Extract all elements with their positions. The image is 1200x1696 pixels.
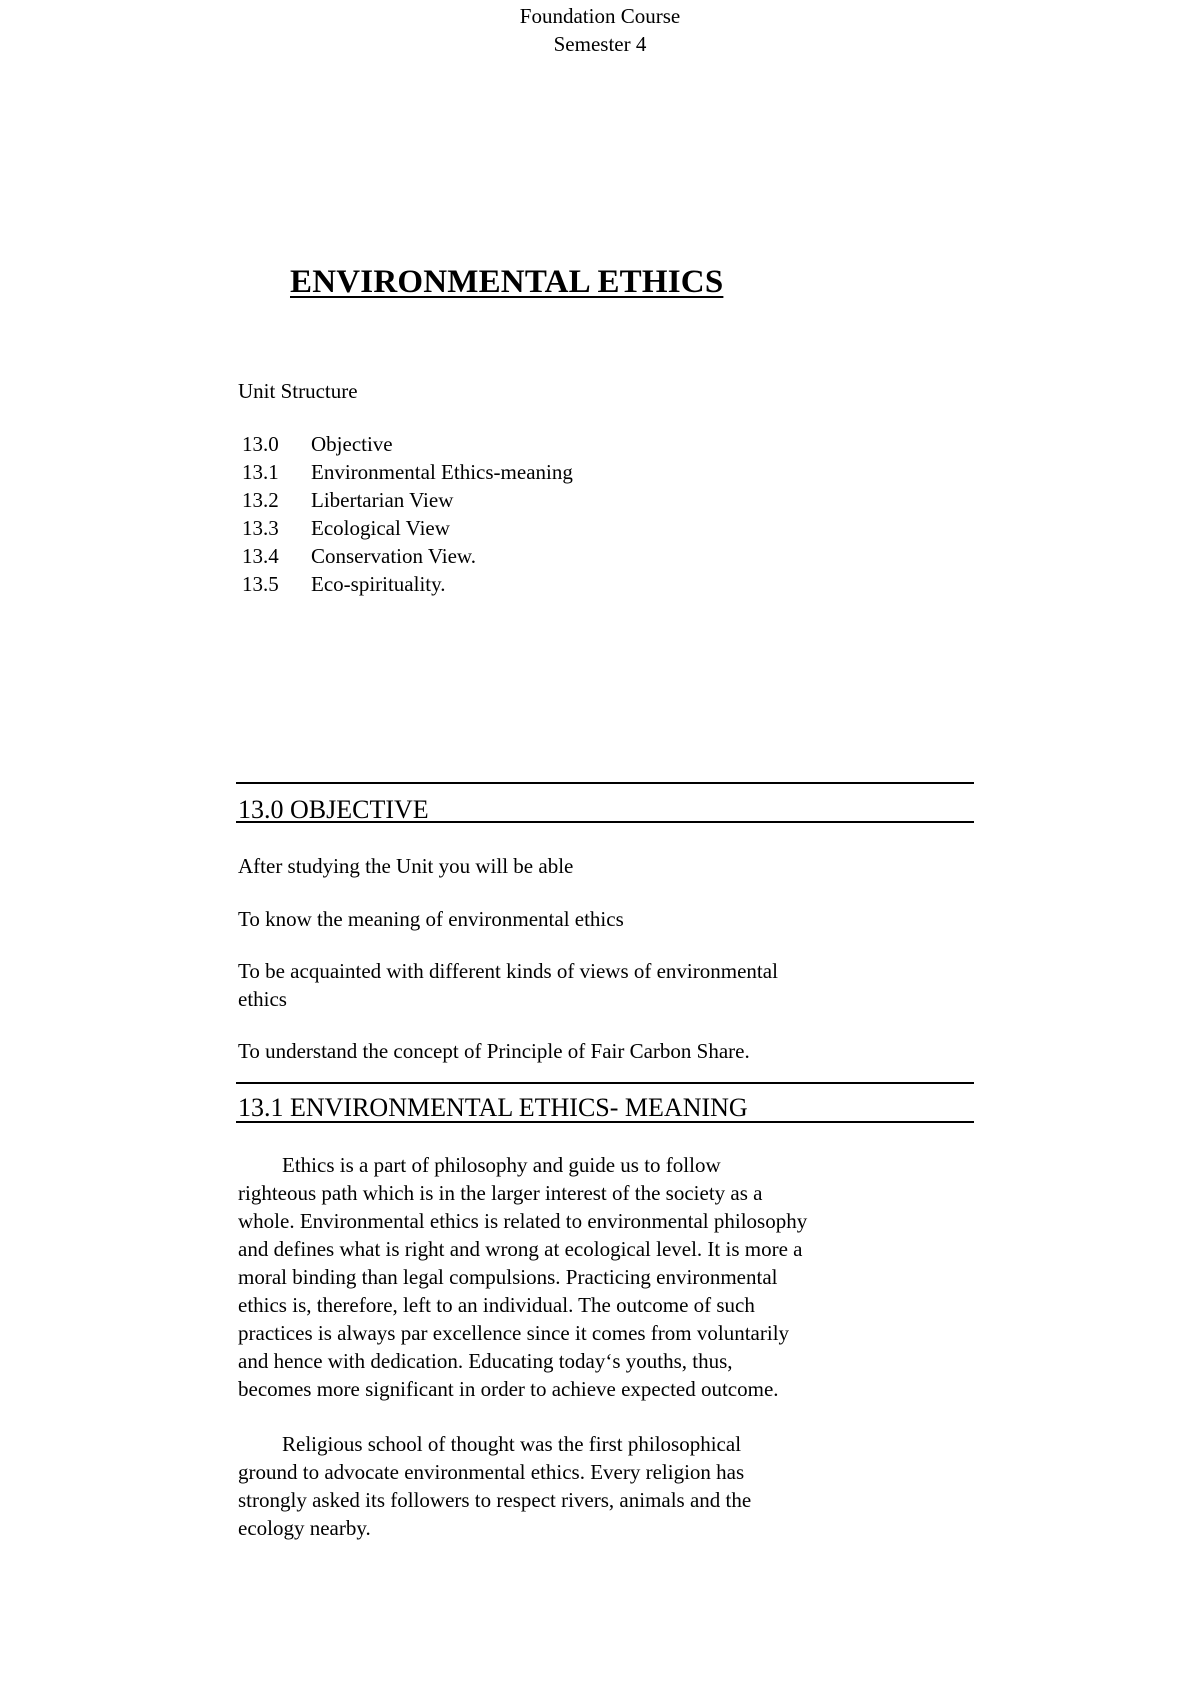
section-rule-top xyxy=(236,1082,974,1084)
objective-point xyxy=(238,1037,918,1065)
paragraph-line: ethics is, therefore, left to an individual. The outcome of such xyxy=(238,1293,755,1317)
paragraph-line: ecology nearby. xyxy=(238,1516,371,1540)
objective-intro: After studying the Unit you will be able xyxy=(238,854,574,878)
objective-point xyxy=(238,905,918,933)
paragraph-line: and hence with dedication. Educating today‘s youths, thus, xyxy=(238,1349,733,1373)
toc-item-label: Eco-spirituality. xyxy=(311,572,446,596)
section-rule-bottom xyxy=(236,821,974,823)
paragraph-line: ground to advocate environmental ethics. Every religion has xyxy=(238,1460,745,1484)
paragraph-line: Ethics is a part of philosophy and guide us to follow xyxy=(282,1153,721,1177)
toc-item-label: Environmental Ethics-meaning xyxy=(311,460,573,484)
toc-item-number: 13.0 xyxy=(242,432,279,456)
toc-item-number: 13.3 xyxy=(242,516,279,540)
toc-item-label: Ecological View xyxy=(311,516,450,540)
toc-item-number: 13.2 xyxy=(242,488,279,512)
unit-title: ENVIRONMENTAL ETHICS xyxy=(290,264,724,300)
paragraph-line: righteous path which is in the larger interest of the society as a xyxy=(238,1181,763,1205)
paragraph-line: becomes more significant in order to achieve expected outcome. xyxy=(238,1377,779,1401)
objective-point-line: To know the meaning of environmental ethics xyxy=(238,907,624,931)
paragraph-line: moral binding than legal compulsions. Practicing environmental xyxy=(238,1265,778,1289)
meaning-paragraph xyxy=(238,1151,918,1403)
objective-heading: 13.0 OBJECTIVE xyxy=(238,795,429,824)
semester-label: Semester 4 xyxy=(553,32,647,56)
toc-item-label: Conservation View. xyxy=(311,544,476,568)
objective-point xyxy=(238,957,918,1013)
paragraph-line: strongly asked its followers to respect rivers, animals and the xyxy=(238,1488,752,1512)
meaning-paragraph xyxy=(238,1430,918,1542)
toc-item-number: 13.4 xyxy=(242,544,279,568)
toc-item-number: 13.5 xyxy=(242,572,279,596)
unit-structure-label: Unit Structure xyxy=(238,379,358,403)
meaning-heading: 13.1 ENVIRONMENTAL ETHICS- MEANING xyxy=(238,1093,748,1122)
objective-point-line: ethics xyxy=(238,987,287,1011)
paragraph-line: whole. Environmental ethics is related to environmental philosophy xyxy=(238,1209,808,1233)
paragraph-line: and defines what is right and wrong at ecological level. It is more a xyxy=(238,1237,803,1261)
section-rule-top xyxy=(236,782,974,784)
toc-item-label: Objective xyxy=(311,432,393,456)
section-rule-bottom xyxy=(236,1121,974,1123)
paragraph-line: Religious school of thought was the first philosophical xyxy=(282,1432,742,1456)
objective-point-line: To understand the concept of Principle of Fair Carbon Share. xyxy=(238,1039,750,1063)
objective-point-line: To be acquainted with different kinds of views of environmental xyxy=(238,959,778,983)
course-name: Foundation Course xyxy=(519,4,681,28)
paragraph-line: practices is always par excellence since it comes from voluntarily xyxy=(238,1321,790,1345)
toc-item-number: 13.1 xyxy=(242,460,279,484)
toc-item-label: Libertarian View xyxy=(311,488,454,512)
